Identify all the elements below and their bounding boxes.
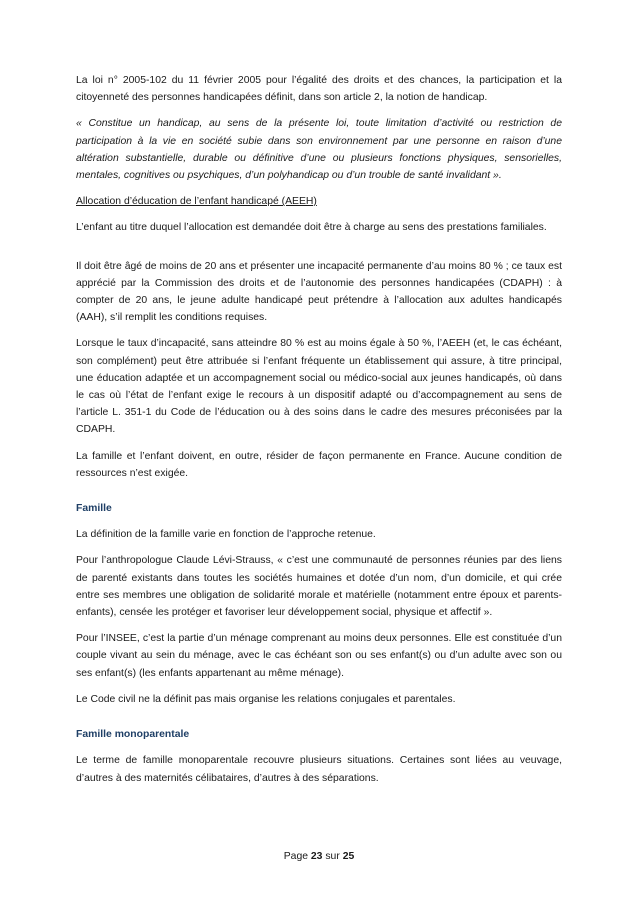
handicap-definition-quote: « Constitue un handicap, au sens de la présente loi, toute limitation d’activité ou restriction de participation à la vie en société subie dans son environnement par une personne en raison d’une altération substantielle, durable ou définitive d’une ou plusieurs fonctions physiques, sensorielles, mentales, cognitives ou psychiques, d’un polyhandicap ou d’un trouble de santé invalidant ». bbox=[76, 118, 562, 182]
total-page-count: 25 bbox=[342, 851, 355, 862]
page-separator: sur bbox=[322, 851, 343, 862]
famille-monoparentale-heading: Famille monoparentale bbox=[76, 729, 190, 741]
famille-heading: Famille bbox=[76, 503, 112, 515]
famille-monoparentale-paragraph: Le terme de famille monoparentale recouvre plusieurs situations. Certaines sont liées au veuvage, d’autres à des maternités célibataires, d’autres à des séparations. bbox=[76, 755, 562, 784]
aeeh-section-title: Allocation d’éducation de l’enfant handicapé (AEEH) bbox=[76, 196, 317, 208]
spacer bbox=[76, 246, 562, 258]
document-body bbox=[76, 72, 562, 796]
famille-paragraph-3: Pour l’INSEE, c’est la partie d’un ménage comprenant au moins deux personnes. Elle est constituée d’un couple vivant au sein du ménage, avec le cas échéant son ou ses enfant(s) ou d’un adulte avec son ou ses enfant(s) (les enfants appartenant au même ménage). bbox=[76, 633, 562, 679]
current-page-number: 23 bbox=[310, 851, 323, 862]
aeeh-paragraph-3: Lorsque le taux d’incapacité, sans atteindre 80 % est au moins égale à 50 %, l’AEEH (et, le cas échéant, son complément) peut être attribuée si l’enfant fréquente un établissement qui assure, à titre principal, une éducation adaptée et un accompagnement social ou médico-social aux jeunes handicapés, où dans le cas où l’état de l’enfant exige le recours à un dispositif adapté ou d’accompagnement au sens de l’article L. 351-1 du Code de l’éducation ou à des soins dans le cadre des mesures préconisées par la CDAPH. bbox=[76, 338, 562, 436]
aeeh-paragraph-4: La famille et l’enfant doivent, en outre, résider de façon permanente en France. Aucune condition de ressources n’est exigée. bbox=[76, 450, 562, 479]
aeeh-paragraph-2: Il doit être âgé de moins de 20 ans et présenter une incapacité permanente d’au moins 80 % ; ce taux est apprécié par la Commission des droits et de l’autonomie des personnes handicapées (CDAPH) : à compter de 20 ans, le jeune adulte handicapé peut prétendre à l’allocation aux adultes handicapés (AAH), s’il remplit les conditions requises. bbox=[76, 260, 562, 324]
famille-paragraph-2: Pour l’anthropologue Claude Lévi-Strauss, « c’est une communauté de personnes réunies par des liens de parenté existants dans toutes les sociétés humaines et dotée d’un nom, d’un domicile, et qui crée entre ses membres une obligation de solidarité morale et matérielle (notamment entre époux et parents-enfants), censée les protéger et favoriser leur développement social, physique et affectif ». bbox=[76, 555, 562, 619]
famille-paragraph-4: Le Code civil ne la définit pas mais organise les relations conjugales et parentales. bbox=[76, 693, 456, 705]
intro-paragraph: La loi n° 2005-102 du 11 février 2005 pour l’égalité des droits et des chances, la participation et la citoyenneté des personnes handicapées définit, dans son article 2, la notion de handicap. bbox=[76, 75, 562, 104]
page-label: Page bbox=[283, 851, 311, 862]
aeeh-paragraph-1: L’enfant au titre duquel l’allocation est demandée doit être à charge au sens des prestations familiales. bbox=[76, 222, 547, 234]
famille-paragraph-1: La définition de la famille varie en fonction de l’approche retenue. bbox=[76, 529, 376, 541]
page-footer bbox=[0, 851, 638, 862]
